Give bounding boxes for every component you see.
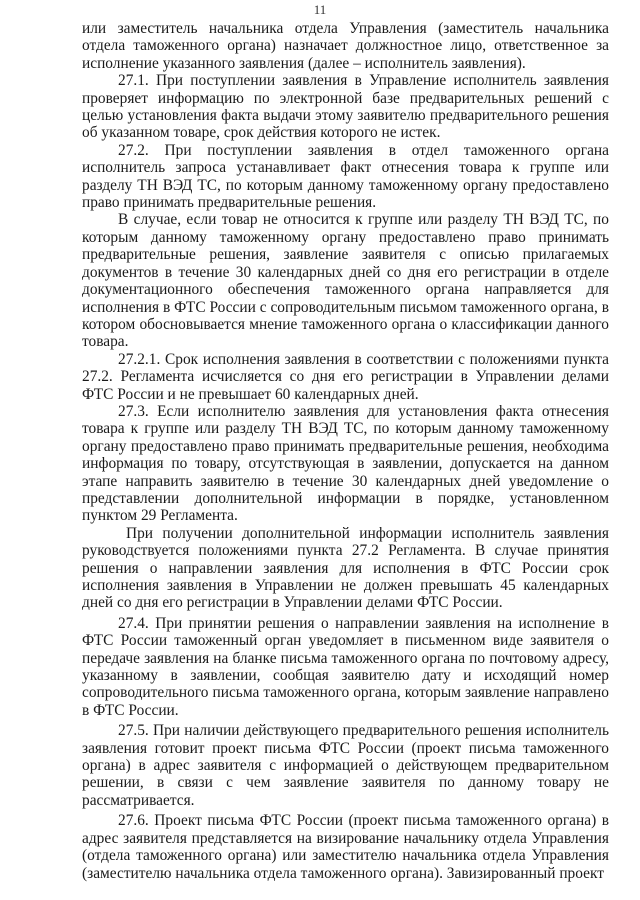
paragraph-27-2-case: В случае, если товар не относится к группе или разделу ТН ВЭД ТС, по которым данному таможенному органу предоставлено право принимать предварительные решения, заявление заявителя с описью прилагаемых документов в течение 30 календарных дней со дня его регистрации в отделе документационного обеспечения таможенного органа направляется для исполнения в ФТС России с сопроводительным письмом таможенного органа, в котором обосновывается мнение таможенного органа о классификации данного товара. (82, 211, 609, 351)
paragraph-27-4: 27.4. При принятии решения о направлении заявления на исполнение в ФТС России таможенный орган уведомляет в письменном виде заявителя о передаче заявления на бланке письма таможенного органа по почтовому адресу, указанному в заявлении, сообщая заявителю дату и исходящий номер сопроводительного письма таможенного органа, которым заявление направлено в ФТС России. (82, 614, 609, 719)
paragraph-27-1: 27.1. При поступлении заявления в Управление исполнитель заявления проверяет информацию по электронной базе предварительных решений с целью установления факта выдачи этому заявителю предварительного решения об указанном товаре, срок действия которого не истек. (82, 72, 609, 142)
paragraph-27-6: 27.6. Проект письма ФТС России (проект письма таможенного органа) в адрес заявителя представляется на визирование начальнику отдела Управления (отдела таможенного органа) или заместителю начальника отдела Управления (заместителю начальника отдела таможенного органа). Завизированный проект (82, 812, 609, 882)
document-body (82, 20, 609, 882)
paragraph-27-2-1: 27.2.1. Срок исполнения заявления в соответствии с положениями пункта 27.2. Регламента исчисляется со дня его регистрации в Управлении делами ФТС России и не превышает 60 календарных дней. (82, 350, 609, 403)
paragraph-27-3: 27.3. Если исполнителю заявления для установления факта отнесения товара к группе или разделу ТН ВЭД ТС, по которым данному таможенному органу предоставлено право принимать предварительные решения, необходима информация по товару, отсутствующая в заявлении, допускается на данном этапе направить заявителю в течение 30 календарных дней уведомление о представлении дополнительной информации в порядке, установленном пунктом 29 Регламента. (82, 402, 609, 525)
paragraph-continuation: или заместитель начальника отдела Управления (заместитель начальника отдела таможенного органа) назначает должностное лицо, ответственное за исполнение указанного заявления (далее – исполнитель заявления). (82, 20, 609, 72)
paragraph-27-5: 27.5. При наличии действующего предварительного решения исполнитель заявления готовит проект письма ФТС России (проект письма таможенного органа) в адрес заявителя с информацией о действующем предварительном решении, в связи с чем заявление заявителя по данному товару не рассматривается. (82, 722, 609, 809)
paragraph-27-3-additional: При получении дополнительной информации исполнитель заявления руководствуется положениями пункта 27.2 Регламента. В случае принятия решения о направлении заявления для исполнения в ФТС России срок исполнения заявления в Управлении не должен превышать 45 календарных дней со дня его регистрации в Управлении делами ФТС России. (82, 524, 609, 612)
page-number: 11 (313, 2, 327, 17)
paragraph-27-2: 27.2. При поступлении заявления в отдел таможенного органа исполнитель запроса устанавливает факт отнесения товара к группе или разделу ТН ВЭД ТС, по которым данному таможенному органу предоставлено право принимать предварительные решения. (82, 141, 609, 212)
